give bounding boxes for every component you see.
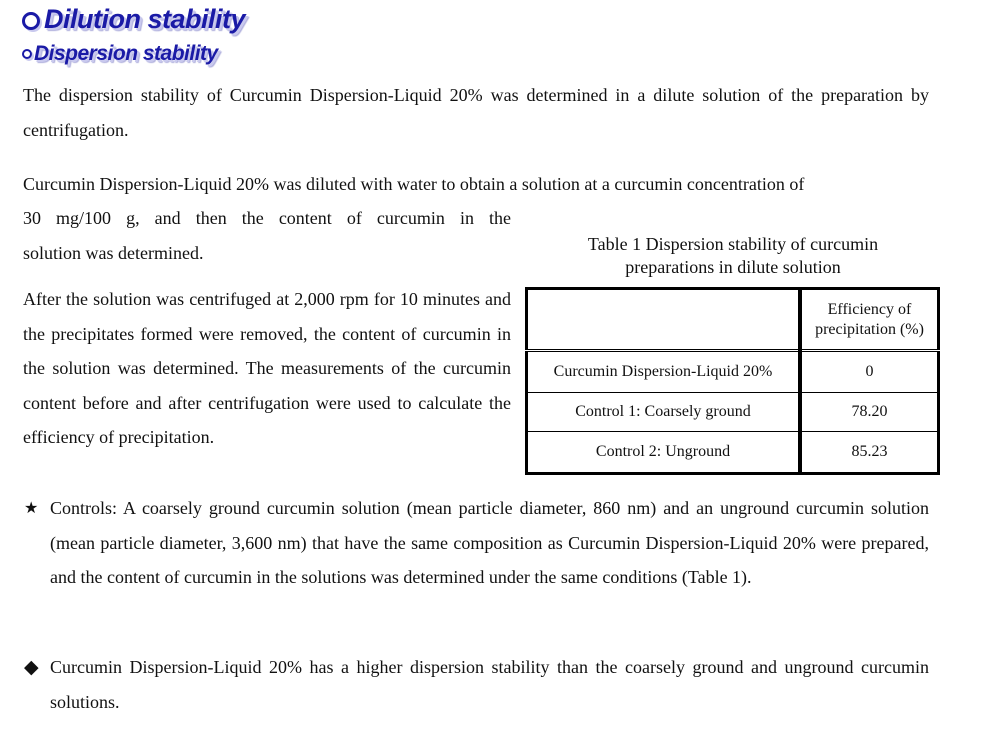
table-header-empty — [527, 289, 801, 351]
main-heading — [22, 4, 245, 35]
controls-note: Controls: A coarsely ground curcumin solution (mean particle diameter, 860 nm) and an unground curcumin solution (mean particle diameter, 3,600 nm) that have the same composition as Curcumin Dispersion-Liquid 20% were prepared, and the content of curcumin in the solutions was determined under the same conditions (Table 1). — [50, 498, 929, 587]
centrifugation-paragraph: After the solution was centrifuged at 2,000 rpm for 10 minutes and the precipitates formed were removed, the content of curcumin in the solution was determined. The measurements of the curcumin content before and after centrifugation were used to calculate the efficiency of precipitation. — [23, 289, 511, 447]
method-paragraph-line3: solution was determined. — [23, 243, 204, 263]
sub-heading-text: Dispersion stability — [34, 42, 218, 65]
diamond-bullet-icon: ◆ — [24, 656, 39, 678]
conclusion-note: Curcumin Dispersion-Liquid 20% has a higher dispersion stability than the coarsely ground and unground curcumin solutions. — [50, 657, 929, 712]
method-paragraph-line2: 30 mg/100 g, and then the content of curcumin in the — [23, 208, 511, 228]
table-header-line2: precipitation (%) — [815, 320, 924, 338]
table-caption-line1: Table 1 Dispersion stability of curcumin — [587, 234, 879, 254]
table-header-efficiency — [800, 289, 939, 351]
table-row — [527, 392, 939, 432]
table-cell-sample: Curcumin Dispersion-Liquid 20% — [527, 351, 801, 393]
dispersion-stability-table — [525, 287, 940, 475]
table-caption-line2: preparations in dilute solution — [625, 257, 841, 277]
table-row — [527, 351, 939, 393]
table-caption — [527, 233, 939, 279]
star-bullet-icon: ★ — [24, 498, 39, 517]
table-row — [527, 432, 939, 474]
circle-bullet-icon — [22, 12, 40, 30]
table-header-line1: Efficiency of — [827, 300, 912, 318]
main-heading-text: Dilution stability — [44, 4, 246, 34]
table-cell-value: 0 — [800, 351, 939, 393]
sub-heading — [22, 42, 218, 66]
method-paragraph-line1: Curcumin Dispersion-Liquid 20% was diluted with water to obtain a solution at a curcumin concentration of — [23, 174, 805, 194]
intro-paragraph: The dispersion stability of Curcumin Dispersion-Liquid 20% was determined in a dilute solution of the preparation by centrifugation. — [23, 85, 929, 140]
table-cell-sample: Control 1: Coarsely ground — [527, 392, 801, 432]
circle-bullet-icon — [22, 49, 32, 59]
table-cell-sample: Control 2: Unground — [527, 432, 801, 474]
table-header-row — [527, 289, 939, 351]
table-cell-value: 85.23 — [800, 432, 939, 474]
table-cell-value: 78.20 — [800, 392, 939, 432]
